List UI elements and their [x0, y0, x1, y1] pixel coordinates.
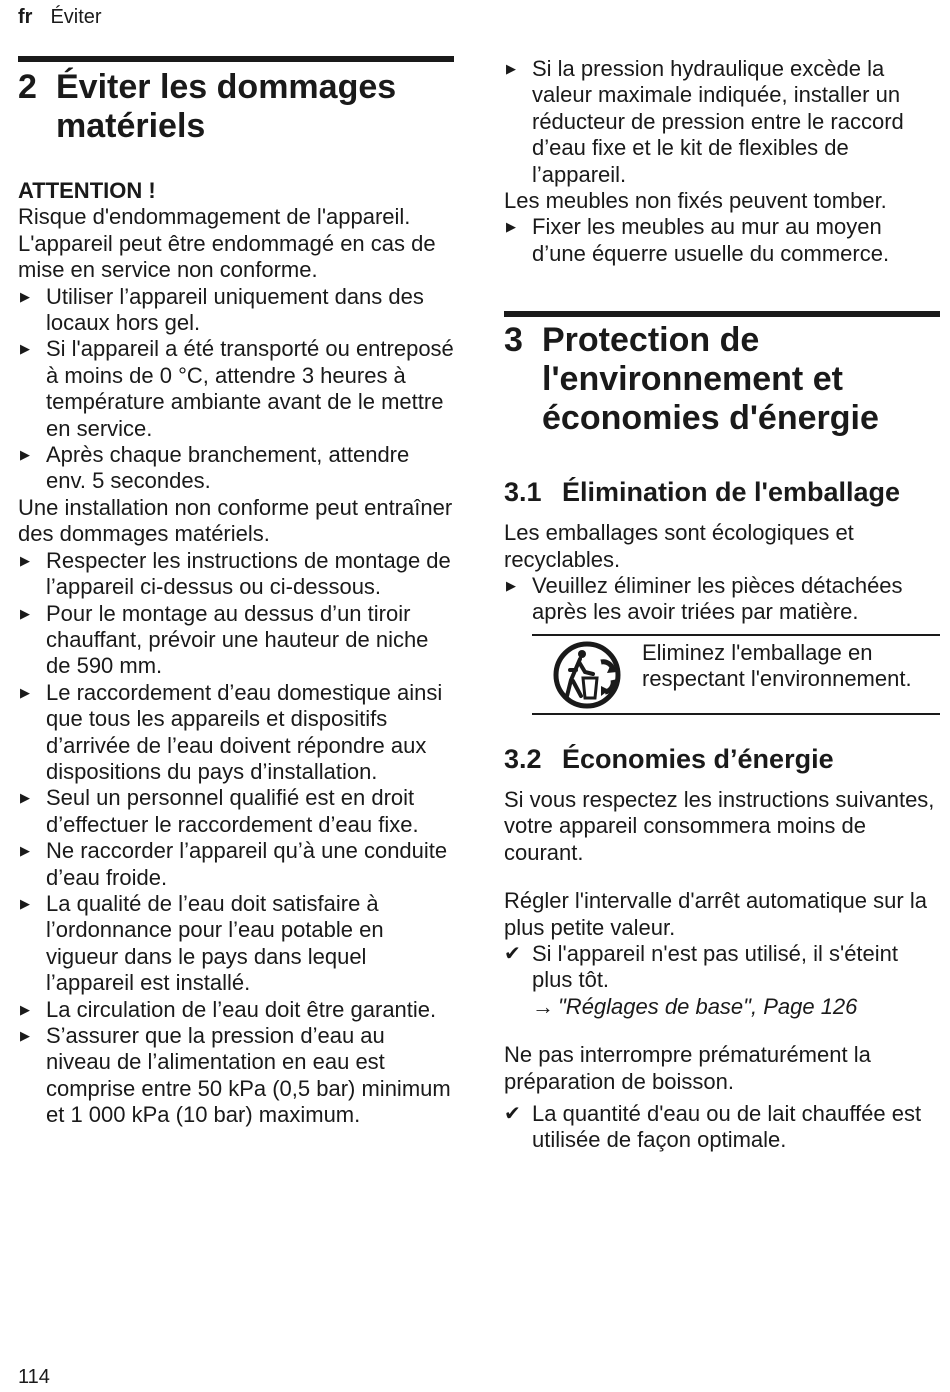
section-number: 3.1	[504, 477, 542, 508]
section-3-1-heading	[504, 476, 940, 508]
left-column	[18, 56, 454, 1129]
bullet-arrow-icon: ▶	[506, 578, 516, 594]
chapter-number: 2	[18, 68, 37, 106]
bullet-arrow-icon: ▶	[20, 1028, 30, 1043]
warning-text: Risque d'endommagement de l'appareil. L'appareil peut être endommagé en cas de mise en service non conforme.	[18, 204, 436, 283]
checkmark-icon: ✔	[504, 1102, 521, 1125]
result-item: ✔ Si l'appareil n'est pas utilisé, il s'éteint plus tôt.	[504, 940, 899, 993]
paragraph: Les meubles non fixés peuvent tomber.	[504, 188, 887, 214]
section-number: 3.2	[504, 743, 542, 774]
bullet-arrow-icon: ▶	[506, 61, 516, 76]
bullet-arrow-icon: ▶	[20, 552, 30, 568]
paragraph: Si vous respectez les instructions suivantes, votre appareil consommera moins de courant.	[504, 786, 935, 865]
list-item: ▶ Fixer les meubles au mur au moyen d’une équerre usuelle du commerce.	[506, 214, 890, 266]
disposal-note-text: Eliminez l'emballage en respectant l'environnement.	[642, 639, 912, 692]
list-item: ▶ S’assurer que la pression d’eau au niveau de l’alimentation en eau est comprise entre 50 kPa (0,5 bar) minimum et 1 000 kPa (10 bar) maximum.	[20, 1023, 451, 1128]
section-title: Économies d’énergie	[562, 743, 834, 774]
chapter-3-heading	[504, 321, 940, 438]
bullet-arrow-icon: ▶	[20, 684, 30, 700]
bullet-arrow-icon: ▶	[20, 605, 30, 621]
list-item: ▶ Veuillez éliminer les pièces détachées après les avoir triées par matière.	[506, 573, 903, 625]
chapter-title: Protection de l'environnement et économies d'énergie	[542, 321, 879, 438]
paragraph: Ne pas interrompre prématurément la préparation de boisson.	[504, 1042, 871, 1094]
running-header	[18, 6, 102, 29]
arrow-right-icon: →	[532, 993, 554, 1019]
list-item: ▶ Après chaque branchement, attendre env. 5 secondes.	[20, 442, 410, 494]
list-item: ▶ Ne raccorder l’appareil qu’à une conduite d’eau froide.	[20, 838, 448, 890]
page-number: 114	[18, 1366, 50, 1388]
bullet-arrow-icon: ▶	[20, 1001, 30, 1017]
result-item: ✔ La quantité d'eau ou de lait chauffée est utilisée de façon optimale.	[504, 1100, 922, 1153]
language-code: fr	[18, 6, 33, 28]
list-item: ▶ Pour le montage au dessus d’un tiroir chauffant, prévoir une hauteur de niche de 590 mm.	[20, 600, 429, 679]
chapter-number: 3	[504, 321, 523, 360]
chapter-rule	[504, 311, 940, 317]
list-item: ▶ Si la pression hydraulique excède la valeur maximale indiquée, installer un réducteur de pression entre le raccord d’eau fixe et le kit de flexibles de l’appareil.	[506, 56, 904, 187]
disposal-note-box	[532, 634, 940, 715]
list-item: ▶ Le raccordement d’eau domestique ainsi que tous les appareils et dispositifs d’arrivée de l’eau doivent répondre aux dispositions du pays d’installation.	[20, 679, 443, 784]
checkmark-icon: ✔	[504, 942, 521, 965]
section-3-2-heading	[504, 743, 940, 775]
bullet-arrow-icon: ▶	[20, 843, 30, 859]
section-title: Élimination de l'emballage	[562, 477, 901, 508]
bullet-arrow-icon: ▶	[20, 790, 30, 806]
list-item: ▶ Respecter les instructions de montage de l’appareil ci-dessus ou ci-dessous.	[20, 547, 451, 600]
bullet-arrow-icon: ▶	[20, 447, 30, 463]
recycle-bin-icon	[532, 640, 642, 710]
bullet-arrow-icon: ▶	[506, 219, 516, 235]
list-item: ▶ Si l'appareil a été transporté ou entreposé à moins de 0 °C, attendre 3 heures à température ambiante avant de le mettre en service.	[20, 336, 454, 441]
right-column	[504, 56, 940, 1154]
bullet-arrow-icon: ▶	[20, 341, 30, 357]
list-item: ▶ Seul un personnel qualifié est en droit d’effectuer le raccordement d’eau fixe.	[20, 785, 419, 837]
bullet-arrow-icon: ▶	[20, 895, 30, 911]
cross-reference[interactable]: → "Réglages de base", Page 126	[532, 993, 858, 1019]
chapter-2-heading	[18, 68, 454, 146]
paragraph: Une installation non conforme peut entraîner des dommages matériels.	[18, 494, 453, 547]
header-section: Éviter	[50, 6, 102, 28]
attention-label: ATTENTION !	[18, 178, 156, 203]
list-item: ▶ La circulation de l’eau doit être garantie.	[20, 996, 437, 1022]
chapter-rule	[18, 56, 454, 62]
bullet-arrow-icon: ▶	[20, 288, 30, 304]
paragraph: Régler l'intervalle d'arrêt automatique sur la plus petite valeur.	[504, 888, 927, 940]
chapter-title: Éviter les dommages matériels	[56, 68, 397, 145]
list-item: ▶ Utiliser l’appareil uniquement dans des locaux hors gel.	[20, 283, 424, 336]
list-item: ▶ La qualité de l’eau doit satisfaire à l’ordonnance pour l’eau potable en vigueur dans le pays dans lequel l’appareil est installé.	[20, 890, 384, 996]
paragraph: Les emballages sont écologiques et recyclables.	[504, 520, 854, 572]
